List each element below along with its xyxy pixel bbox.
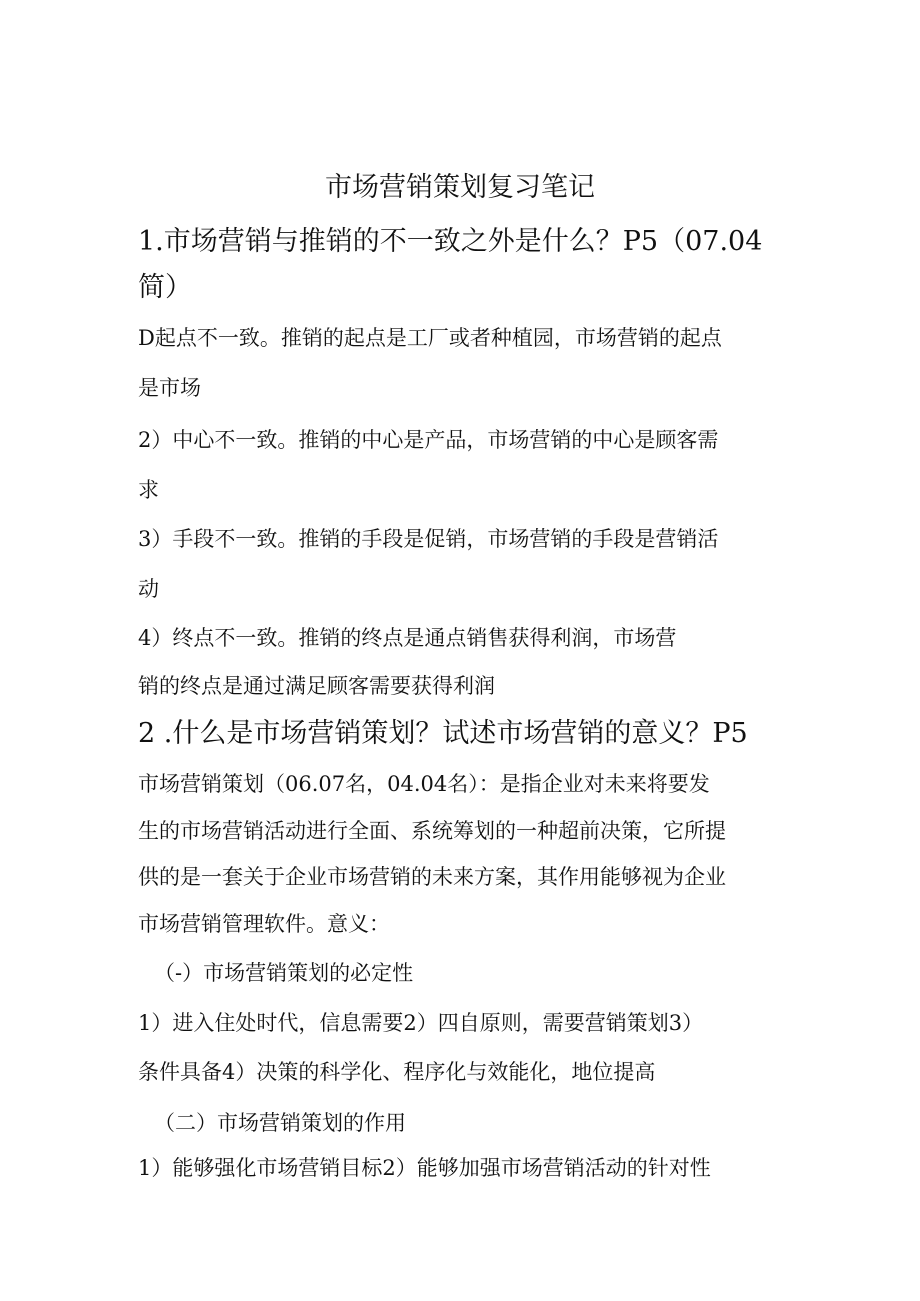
q1-point-4: 4）终点不一致。推销的终点是通点销售获得利润，市场营	[138, 626, 677, 650]
question-1-heading: 1.市场营销与推销的不一致之外是什么？P5（07.04	[138, 226, 763, 257]
q1-point-1-cont: 是市场	[138, 376, 201, 400]
q2-section-1-line-2: 条件具备4）决策的科学化、程序化与效能化，地位提高	[138, 1060, 656, 1084]
q2-section-1-title: （-）市场营销策划的必定性	[154, 961, 414, 985]
q1-point-4-cont: 销的终点是通过满足顾客需要获得利润	[138, 674, 495, 698]
q2-definition-line-1: 市场营销策划（06.07名，04.04名）：是指企业对未来将要发	[138, 772, 710, 796]
question-1-heading-cont: 简）	[138, 272, 192, 303]
q2-definition-line-2: 生的市场营销活动进行全面、系统筹划的一种超前决策，它所提	[138, 819, 726, 843]
q1-point-2-cont: 求	[138, 478, 159, 502]
q2-section-2-title: （二）市场营销策划的作用	[154, 1111, 406, 1135]
q2-section-2-line-1: 1）能够强化市场营销目标2）能够加强市场营销活动的针对性	[138, 1156, 711, 1180]
q1-point-1: D起点不一致。推销的起点是工厂或者种植园，市场营销的起点	[138, 326, 722, 350]
q1-point-3-cont: 动	[138, 577, 159, 601]
q1-point-2: 2）中心不一致。推销的中心是产品，市场营销的中心是顾客需	[138, 428, 719, 452]
q2-definition-line-3: 供的是一套关于企业市场营销的未来方案，其作用能够视为企业	[138, 865, 726, 889]
q2-section-1-line-1: 1）进入住处时代，信息需要2）四自原则，需要营销策划3）	[138, 1011, 704, 1035]
question-2-heading: 2 .什么是市场营销策划？试述市场营销的意义？P5	[138, 718, 748, 749]
q2-definition-line-4: 市场营销管理软件。意义：	[138, 912, 390, 936]
q1-point-3: 3）手段不一致。推销的手段是促销，市场营销的手段是营销活	[138, 527, 719, 551]
document-title: 市场营销策划复习笔记	[325, 172, 595, 203]
